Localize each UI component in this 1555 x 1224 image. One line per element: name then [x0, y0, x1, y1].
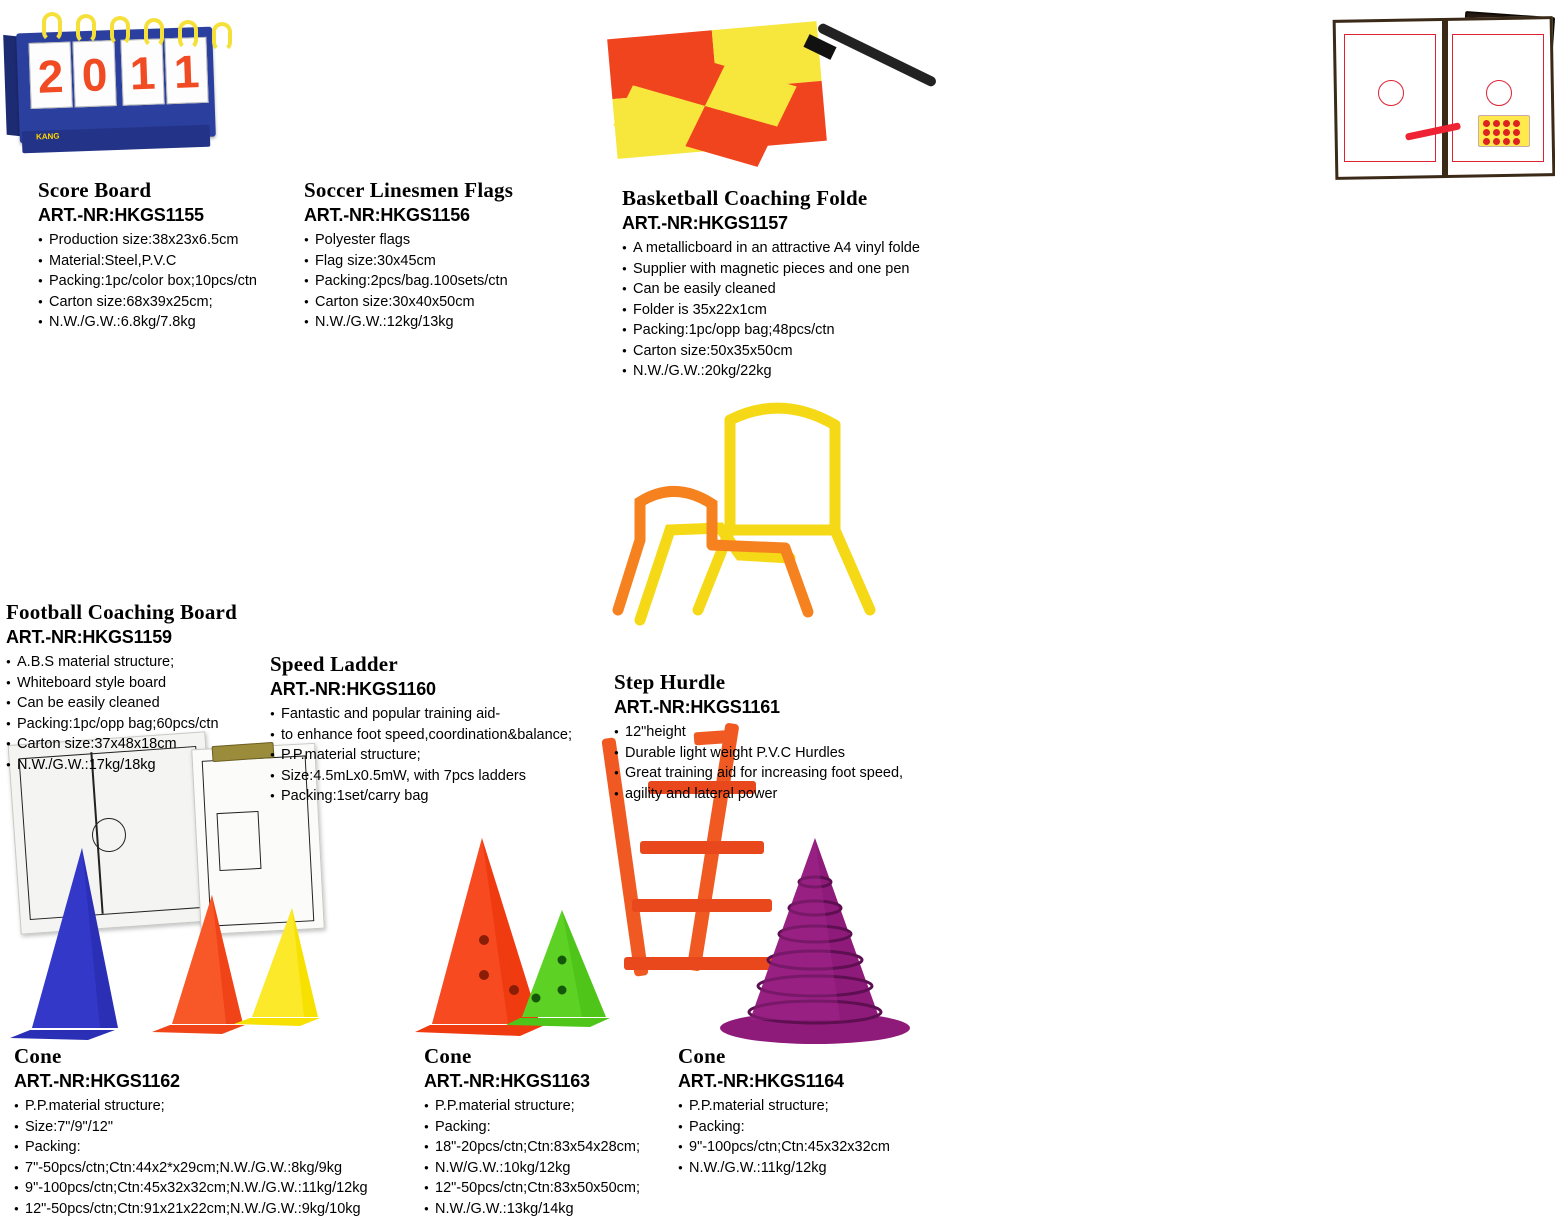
product-card-cone-1164 [678, 1044, 938, 1178]
product-spec-list [6, 652, 276, 775]
product-card-soccer-flags [304, 178, 604, 333]
product-art-number: ART.-NR:HKGS1162 [14, 1071, 180, 1091]
step-hurdle-photo [580, 380, 950, 630]
soccer-linesmen-flags-photo [300, 0, 630, 180]
spec-item: ● Carton size:37x48x18cm [6, 734, 276, 755]
cone-group-photo-1 [0, 820, 340, 1050]
spec-item: ● 12"-50pcs/ctn;Ctn:91x21x22cm;N.W./G.W.:9kg/10kg [14, 1199, 414, 1220]
spec-item: ● Size:7"/9"/12" [14, 1117, 414, 1138]
product-title: Step Hurdle [614, 670, 726, 694]
product-spec-list [678, 1096, 938, 1178]
speed-ladder-photo [300, 355, 550, 635]
spec-item: ● Packing:1pc/color box;10pcs/ctn [38, 271, 298, 292]
football-coaching-board-photo [0, 360, 330, 610]
product-art-number: ART.-NR:HKGS1160 [270, 679, 436, 699]
collapsible-cone-photo [680, 820, 940, 1050]
product-spec-list [304, 230, 604, 333]
basketball-coaching-folder-photo [640, 0, 950, 185]
product-title: Score Board [38, 178, 152, 202]
spec-item: ● Flag size:30x45cm [304, 251, 604, 272]
spec-item: ● N.W./G.W.:11kg/12kg [678, 1158, 938, 1179]
spec-item: ● Packing:1set/carry bag [270, 786, 600, 807]
product-card-cone-1162 [14, 1044, 414, 1219]
hurdle-svg [580, 380, 950, 630]
spec-item: ● N.W./G.W.:17kg/18kg [6, 755, 276, 776]
spec-item: ● P.P.material structure; [678, 1096, 938, 1117]
spec-item: ● Carton size:50x35x50cm [622, 341, 952, 362]
spec-item: ● A.B.S material structure; [6, 652, 276, 673]
spec-item: ● Size:4.5mLx0.5mW, with 7pcs ladders [270, 766, 600, 787]
product-card-score-board [38, 178, 298, 333]
product-title: Basketball Coaching Folde [622, 186, 868, 210]
product-title: Football Coaching Board [6, 600, 237, 624]
product-title: Speed Ladder [270, 652, 398, 676]
score-digit: 1 [128, 46, 157, 100]
spec-item: ● P.P.material structure; [270, 745, 600, 766]
product-spec-list [622, 238, 952, 382]
spec-item: ● P.P.material structure; [424, 1096, 694, 1117]
score-digit: 0 [80, 48, 109, 102]
cones-svg-2 [410, 820, 640, 1050]
spec-item: ● Packing: [678, 1117, 938, 1138]
spec-item: ● 12"height [614, 722, 944, 743]
spec-item: ● Great training aid for increasing foot speed, [614, 763, 944, 784]
product-spec-list [38, 230, 298, 333]
spec-item: ● N.W./G.W.:6.8kg/7.8kg [38, 312, 298, 333]
spec-item: ● Packing:2pcs/bag.100sets/ctn [304, 271, 604, 292]
product-card-speed-ladder [270, 652, 600, 807]
spec-item: ● N.W./G.W.:13kg/14kg [424, 1199, 694, 1220]
collapsible-cone-svg [680, 820, 940, 1050]
spec-item: ● P.P.material structure; [14, 1096, 414, 1117]
spec-item: ● Material:Steel,P.V.C [38, 251, 298, 272]
product-art-number: ART.-NR:HKGS1163 [424, 1071, 590, 1091]
score-digit: 2 [36, 49, 65, 103]
spec-item: ● Whiteboard style board [6, 673, 276, 694]
product-spec-list [614, 722, 944, 804]
spec-item: ● Packing: [14, 1137, 414, 1158]
product-art-number: ART.-NR:HKGS1161 [614, 697, 780, 717]
spec-item: ● 7"-50pcs/ctn;Ctn:44x2*x29cm;N.W./G.W.:8kg/9kg [14, 1158, 414, 1179]
spec-item: ● N.W./G.W.:12kg/13kg [304, 312, 604, 333]
product-title: Cone [14, 1044, 62, 1068]
spec-item: ● Packing:1pc/opp bag;60pcs/ctn [6, 714, 276, 735]
spec-item: ● Carton size:68x39x25cm; [38, 292, 298, 313]
product-art-number: ART.-NR:HKGS1157 [622, 213, 788, 233]
spec-item: ● Packing: [424, 1117, 694, 1138]
score-digit: 1 [172, 45, 201, 98]
spec-item: ● to enhance foot speed,coordination&balance; [270, 725, 600, 746]
spec-item: ● 18"-20pcs/ctn;Ctn:83x54x28cm; [424, 1137, 694, 1158]
product-title: Cone [424, 1044, 472, 1068]
product-spec-list [14, 1096, 414, 1219]
score-board-brand: KANG [35, 131, 60, 142]
product-card-football-board [6, 600, 276, 775]
product-title: Soccer Linesmen Flags [304, 178, 514, 202]
spec-item: ● N.W./G.W.:20kg/22kg [622, 361, 952, 382]
spec-item: ● Carton size:30x40x50cm [304, 292, 604, 313]
spec-item: ● 9"-100pcs/ctn;Ctn:45x32x32cm;N.W./G.W.:11kg/12kg [14, 1178, 414, 1199]
spec-item: ● A metallicboard in an attractive A4 vinyl folde [622, 238, 952, 259]
product-spec-list [424, 1096, 694, 1219]
spec-item: ● 9"-100pcs/ctn;Ctn:45x32x32cm [678, 1137, 938, 1158]
product-card-step-hurdle [614, 670, 944, 804]
spec-item: ● Folder is 35x22x1cm [622, 300, 952, 321]
product-art-number: ART.-NR:HKGS1156 [304, 205, 470, 225]
score-board-photo [0, 0, 300, 175]
spec-item: ● agility and lateral power [614, 784, 944, 805]
spec-item: ● N.W/G.W.:10kg/12kg [424, 1158, 694, 1179]
product-title: Cone [678, 1044, 726, 1068]
product-spec-list [270, 704, 600, 807]
spec-item: ● Production size:38x23x6.5cm [38, 230, 298, 251]
product-card-basketball-folder [622, 186, 952, 382]
spec-item: ● Durable light weight P.V.C Hurdles [614, 743, 944, 764]
cones-svg-1 [0, 820, 340, 1050]
spec-item: ● Fantastic and popular training aid- [270, 704, 600, 725]
spec-item: ● Can be easily cleaned [6, 693, 276, 714]
product-art-number: ART.-NR:HKGS1159 [6, 627, 172, 647]
product-art-number: ART.-NR:HKGS1155 [38, 205, 204, 225]
product-art-number: ART.-NR:HKGS1164 [678, 1071, 844, 1091]
spec-item: ● Supplier with magnetic pieces and one pen [622, 259, 952, 280]
cone-group-photo-2 [410, 820, 640, 1050]
spec-item: ● 12"-50pcs/ctn;Ctn:83x50x50cm; [424, 1178, 694, 1199]
product-card-cone-1163 [424, 1044, 694, 1219]
spec-item: ● Can be easily cleaned [622, 279, 952, 300]
spec-item: ● Packing:1pc/opp bag;48pcs/ctn [622, 320, 952, 341]
spec-item: ● Polyester flags [304, 230, 604, 251]
